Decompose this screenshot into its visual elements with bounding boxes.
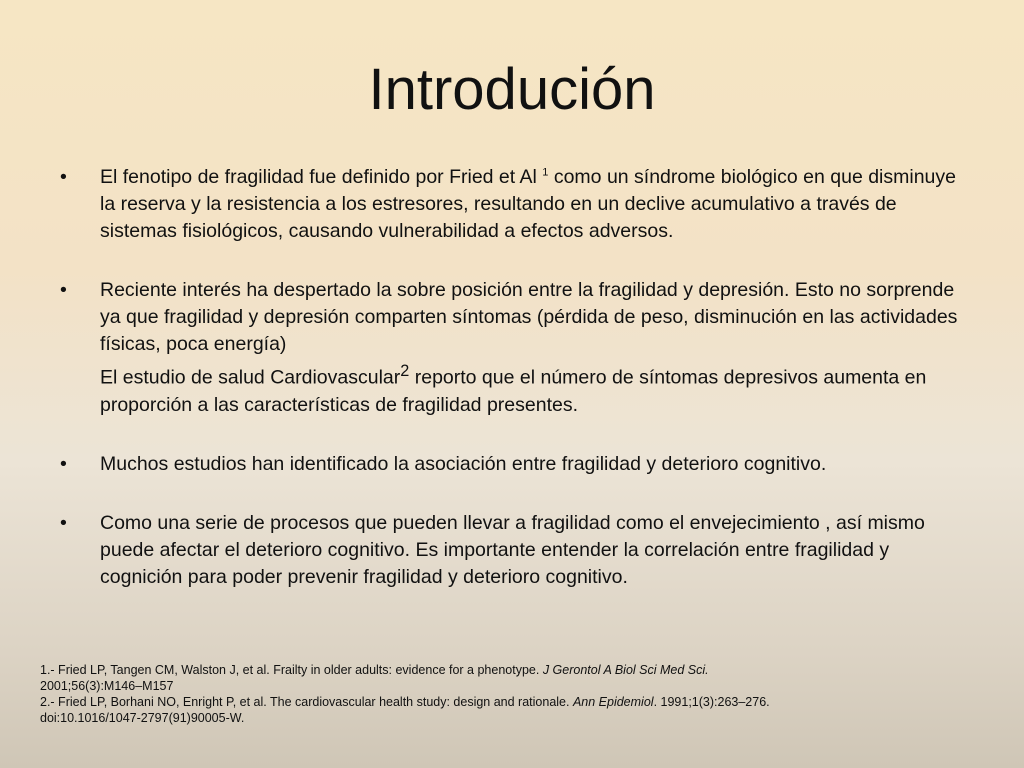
citation-superscript: 1 xyxy=(542,166,549,179)
bullet-item-frailty-definition xyxy=(60,164,965,245)
bullet-item-aging-process xyxy=(60,510,965,591)
reference-journal: Ann Epidemiol xyxy=(572,695,654,709)
bullet-continuation xyxy=(100,358,965,419)
bullet-text-part: como un síndrome biológico en que disminuye la reserva y la resistencia a los estresores, resultando en un declive acumulativo a través de sistemas fisiológicos, causando vulnerabilidad a efectos adversos. xyxy=(100,166,956,242)
bullet-marker: • xyxy=(60,166,67,188)
bullet-text-part: El fenotipo de fragilidad fue definido por Fried et Al xyxy=(100,166,543,188)
reference-text: 2.- Fried LP, Borhani NO, Enright P, et al. The cardiovascular health study: design and rationale. xyxy=(40,695,573,709)
bullet-list xyxy=(60,164,965,623)
bullet-text: Muchos estudios han identificado la asociación entre fragilidad y deterioro cognitivo. xyxy=(100,452,827,475)
bullet-marker: • xyxy=(60,452,67,475)
bullet-text xyxy=(100,164,965,245)
bullet-text-part: reporto que el número de síntomas depresivos aumenta en proporción a las características de fragilidad presentes. xyxy=(100,366,927,416)
bullet-item-depression-overlap xyxy=(60,277,965,419)
bullet-text-part: El estudio de salud Cardiovascular xyxy=(100,366,401,389)
bullet-item-cognitive-association xyxy=(60,451,965,478)
bullet-text: Como una serie de procesos que pueden llevar a fragilidad como el envejecimiento , así mismo puede afectar el deterioro cognitivo. Es importante entender la correlación entre fragilidad y cognición para poder prevenir fragilidad y deterioro cognitivo. xyxy=(100,511,925,588)
reference-journal: J Gerontol A Biol Sci Med Sci. xyxy=(542,663,709,677)
citation-superscript: 2 xyxy=(400,362,410,380)
reference-1 xyxy=(40,662,980,678)
slide-title: Introdución xyxy=(368,57,656,122)
reference-2-line2: doi:10.1016/1047-2797(91)90005-W. xyxy=(40,711,245,725)
bullet-marker: • xyxy=(60,511,67,534)
reference-2 xyxy=(40,694,980,710)
reference-text: 1.- Fried LP, Tangen CM, Walston J, et al. Frailty in older adults: evidence for a phenotype. xyxy=(40,663,543,677)
bullet-text: Reciente interés ha despertado la sobre posición entre la fragilidad y depresión. Esto no sorprende ya que fragilidad y depresión comparten síntomas (pérdida de peso, disminución en las actividades físicas, poca energía) xyxy=(100,279,958,355)
references xyxy=(40,662,980,726)
reference-text: . 1991;1(3):263–276. xyxy=(653,695,770,709)
bullet-marker: • xyxy=(60,279,67,301)
reference-1-line2: 2001;56(3):M146–M157 xyxy=(40,679,174,693)
